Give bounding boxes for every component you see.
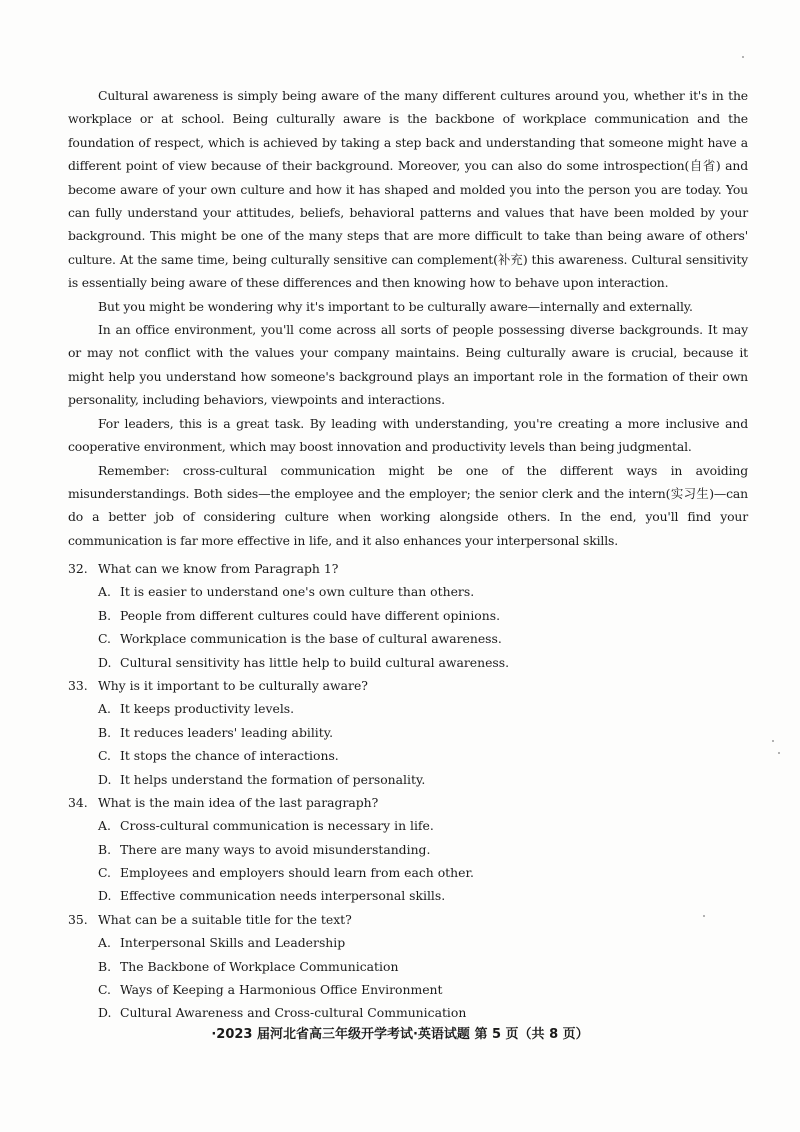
option-c xyxy=(68,861,748,884)
question-stem xyxy=(68,908,748,931)
passage-paragraph-2: But you might be wondering why it's important to be culturally aware—internally and externally. xyxy=(98,298,693,314)
option-letter: B. xyxy=(98,841,112,857)
option-text: It is easier to understand one's own culture than others. xyxy=(120,584,475,600)
question-35 xyxy=(68,908,748,1025)
option-letter: D. xyxy=(98,654,112,670)
question-stem xyxy=(68,674,748,697)
option-b xyxy=(68,955,748,978)
option-letter: D. xyxy=(98,771,112,787)
option-text: There are many ways to avoid misunderstanding. xyxy=(120,841,431,857)
option-text: Cultural sensitivity has little help to build cultural awareness. xyxy=(120,654,510,670)
option-letter: A. xyxy=(98,935,111,951)
option-a xyxy=(68,814,748,837)
option-letter: D. xyxy=(98,1005,112,1021)
option-text: Effective communication needs interpersonal skills. xyxy=(120,888,446,904)
option-text: It helps understand the formation of personality. xyxy=(120,771,426,787)
option-a xyxy=(68,580,748,603)
question-number: 33. xyxy=(68,677,88,693)
option-text: Ways of Keeping a Harmonious Office Environment xyxy=(120,982,443,998)
scan-speck xyxy=(772,740,774,742)
option-text: Interpersonal Skills and Leadership xyxy=(120,935,346,951)
question-32 xyxy=(68,557,748,674)
passage-paragraph-4: For leaders, this is a great task. By leading with understanding, you're creating a more inclusive and cooperative environment, which may boost innovation and productivity levels than being judgmental. xyxy=(68,415,748,455)
option-b xyxy=(68,604,748,627)
question-number: 32. xyxy=(68,561,88,576)
question-text: What can we know from Paragraph 1? xyxy=(97,561,339,576)
question-number: 35. xyxy=(68,911,88,927)
reading-passage xyxy=(68,84,748,552)
option-text: It reduces leaders' leading ability. xyxy=(120,724,334,740)
question-text: Why is it important to be culturally aware? xyxy=(97,677,368,693)
question-stem xyxy=(68,791,748,814)
option-letter: C. xyxy=(98,748,111,764)
option-d xyxy=(68,1001,748,1024)
option-d xyxy=(68,768,748,791)
option-a xyxy=(68,931,748,954)
page-footer: ·2023 届河北省高三年级开学考试·英语试题 第 5 页（共 8 页） xyxy=(211,1027,589,1042)
option-text: Cross-cultural communication is necessary in life. xyxy=(120,818,434,834)
option-d xyxy=(68,651,748,674)
option-letter: A. xyxy=(98,584,111,600)
passage-paragraph-1: Cultural awareness is simply being aware of the many different cultures around you, whether it's in the workplace or at school. Being culturally aware is the backbone of workplace communication and the foundation of respect, which is achieved by taking a step back and understanding that someone might have a different point of view because of their background. Moreover, you can also do some introspection(自省) and become aware of your own culture and how it has shaped and molded you into the person you are today. You can fully understand your attitudes, beliefs, behavioral patterns and values that have been molded by your background. This might be one of the many steps that are more difficult to take than being aware of others' culture. At the same time, being culturally sensitive can complement(补充) this awareness. Cultural sensitivity is essentially being aware of these differences and then knowing how to behave upon interaction. xyxy=(68,88,748,291)
option-letter: C. xyxy=(98,982,111,998)
option-letter: A. xyxy=(98,818,111,834)
question-text: What can be a suitable title for the text? xyxy=(97,911,352,927)
option-letter: C. xyxy=(98,631,111,647)
option-text: The Backbone of Workplace Communication xyxy=(120,958,399,974)
question-34 xyxy=(68,791,748,908)
scan-speck xyxy=(742,56,744,58)
option-text: Cultural Awareness and Cross-cultural Communication xyxy=(120,1005,467,1021)
question-list xyxy=(68,557,748,1025)
option-letter: A. xyxy=(98,701,111,717)
option-text: It keeps productivity levels. xyxy=(120,701,295,717)
option-letter: C. xyxy=(98,865,111,881)
passage-paragraph-5: Remember: cross-cultural communication might be one of the different ways in avoiding misunderstandings. Both sides—the employee and the employer; the senior clerk and the intern(实习生)—can do a better job of considering culture when working alongside others. In the end, you'll find your communication is far more effective in life, and it also enhances your interpersonal skills. xyxy=(68,462,748,548)
option-letter: B. xyxy=(98,607,112,623)
question-33 xyxy=(68,674,748,791)
option-b xyxy=(68,721,748,744)
option-text: Workplace communication is the base of cultural awareness. xyxy=(120,631,502,647)
option-c xyxy=(68,744,748,767)
option-d xyxy=(68,884,748,907)
option-text: People from different cultures could have different opinions. xyxy=(120,607,501,623)
option-letter: B. xyxy=(98,958,112,974)
option-a xyxy=(68,697,748,720)
option-c xyxy=(68,978,748,1001)
question-stem xyxy=(68,557,748,580)
option-letter: B. xyxy=(98,724,112,740)
option-b xyxy=(68,838,748,861)
passage-paragraph-3: In an office environment, you'll come across all sorts of people possessing diverse backgrounds. It may or may not conflict with the values your company maintains. Being culturally aware is crucial, because it might help you understand how someone's background plays an important role in the formation of their own personality, including behaviors, viewpoints and interactions. xyxy=(68,322,748,408)
scan-speck xyxy=(703,915,705,917)
option-text: Employees and employers should learn from each other. xyxy=(120,865,474,881)
scan-speck xyxy=(778,752,780,754)
option-c xyxy=(68,627,748,650)
option-letter: D. xyxy=(98,888,112,904)
option-text: It stops the chance of interactions. xyxy=(120,748,339,764)
question-number: 34. xyxy=(68,794,88,810)
question-text: What is the main idea of the last paragraph? xyxy=(97,794,379,810)
